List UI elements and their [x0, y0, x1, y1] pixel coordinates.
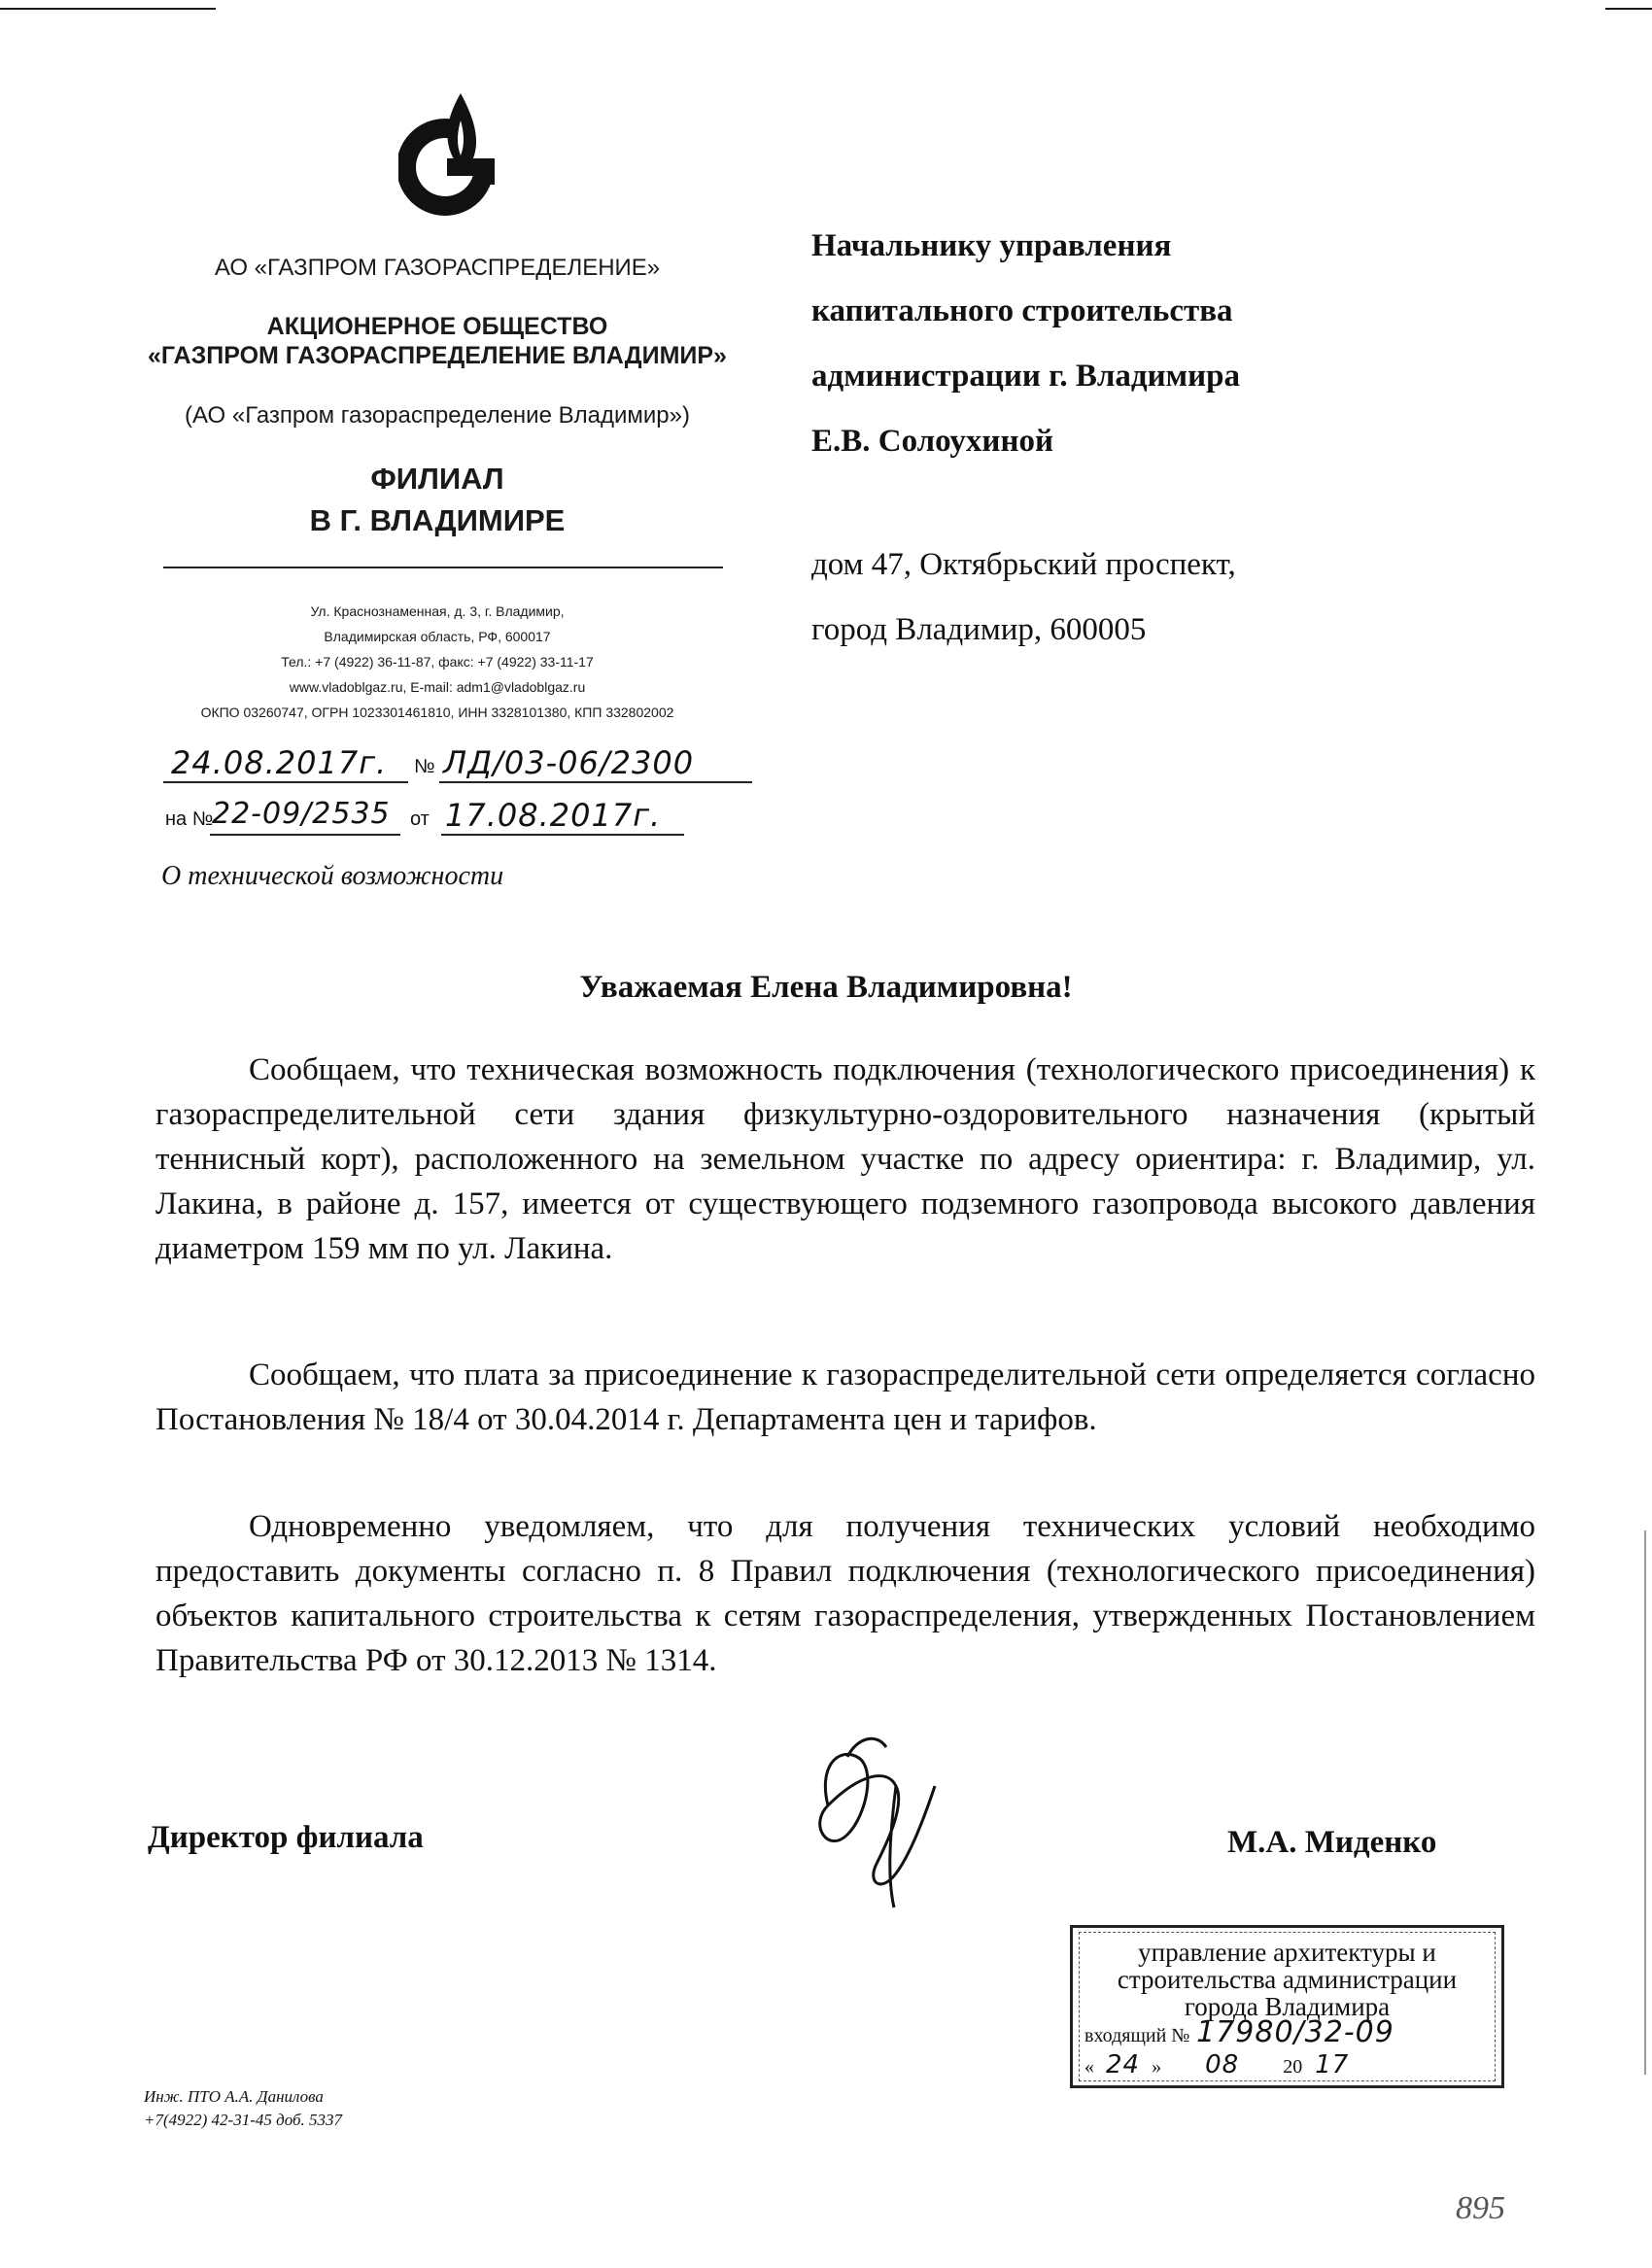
- number-label: №: [414, 756, 435, 777]
- paragraph-text: Сообщаем, что техническая возможность подключения (технологического присоединения) к газораспределительной сети здания физкультурно-оздоровительного назначения (крытый теннисный корт), расположенного на земельном участке по адресу ориентира: г. Владимир, ул. Лакина, в районе д. 157, имеется от существующего подземного газопровода высокого давления диаметром 159 мм по ул. Лакина.: [155, 1052, 1535, 1266]
- company-name-line1: АКЦИОНЕРНОЕ ОБЩЕСТВО: [266, 313, 608, 340]
- executor-phone: +7(4922) 42-31-45 доб. 5337: [144, 2111, 343, 2129]
- stamp-line3: города Владимира: [1184, 1992, 1391, 2021]
- outgoing-number: ЛД/03-06/2300: [443, 744, 695, 781]
- stamp-incoming-number: 17980/32-09: [1196, 2015, 1394, 2049]
- stamp-year-prefix: 20: [1283, 2056, 1303, 2078]
- number-underline: [439, 781, 752, 783]
- paragraph-1: [155, 1048, 1535, 1271]
- addressee-line: Начальнику управления: [811, 228, 1172, 263]
- branch-line2: В Г. ВЛАДИМИРЕ: [309, 503, 566, 537]
- stamp-day: 24: [1106, 2050, 1141, 2079]
- addressee-address: [811, 533, 1236, 663]
- requisites-line: Тел.: +7 (4922) 36-11-87, факс: +7 (4922) 33-11-17: [281, 654, 594, 670]
- stamp-year-suffix: 17: [1315, 2050, 1350, 2079]
- addressee-block: [811, 214, 1240, 474]
- letterhead-divider: [163, 567, 723, 568]
- scan-line-top-right: [1605, 8, 1652, 10]
- ref-date: 17.08.2017г.: [445, 797, 662, 834]
- stamp-incoming-row: [1084, 2015, 1490, 2052]
- paragraph-2: [155, 1353, 1535, 1442]
- handwritten-signature: [789, 1728, 964, 1912]
- requisites-line: ОКПО 03260747, ОГРН 1023301461810, ИНН 3328101380, КПП 332802002: [200, 704, 674, 720]
- requisites-line: Владимирская область, РФ, 600017: [324, 629, 551, 644]
- letter-subject: О технической возможности: [161, 861, 504, 891]
- scan-mark-right-edge: [1644, 1530, 1646, 2075]
- company-name-line2: «ГАЗПРОМ ГАЗОРАСПРЕДЕЛЕНИЕ ВЛАДИМИР»: [148, 342, 727, 369]
- gazprom-logo-icon: [398, 87, 496, 216]
- requisites-block: [136, 599, 739, 725]
- date-underline: [163, 781, 408, 783]
- branch-line1: ФИЛИАЛ: [370, 462, 504, 496]
- outgoing-registration: [163, 742, 766, 785]
- stamp-incoming-label: входящий №: [1084, 2025, 1190, 2046]
- paragraph-3: [155, 1504, 1535, 1683]
- incoming-stamp: [1070, 1925, 1504, 2088]
- requisites-line: www.vladoblgaz.ru, E-mail: adm1@vladoblgaz.ru: [289, 679, 586, 695]
- ref-number-underline: [210, 834, 400, 836]
- ref-date-underline: [441, 834, 684, 836]
- addressee-line: капитального строительства: [811, 293, 1233, 328]
- signatory-position: Директор филиала: [148, 1820, 424, 1855]
- ref-number: 22-09/2535: [212, 797, 391, 831]
- outgoing-date: 24.08.2017г.: [171, 744, 388, 781]
- paragraph-text: Сообщаем, что плата за присоединение к газораспределительной сети определяется согласно Постановления № 18/4 от 30.04.2014 г. Департамента цен и тарифов.: [155, 1357, 1535, 1437]
- addressee-line: Е.В. Солоухиной: [811, 424, 1053, 459]
- stamp-month: 08: [1205, 2050, 1240, 2079]
- parent-company: АО «ГАЗПРОМ ГАЗОРАСПРЕДЕЛЕНИЕ»: [214, 255, 661, 281]
- requisites-line: Ул. Краснознаменная, д. 3, г. Владимир,: [310, 603, 565, 619]
- addressee-line: администрации г. Владимира: [811, 359, 1240, 394]
- stamp-date-row: « 24 » 08 20 17: [1084, 2050, 1350, 2079]
- page-mark: 895: [1456, 2190, 1505, 2226]
- ref-label: на №: [165, 808, 214, 830]
- company-short-name: (АО «Газпром газораспределение Владимир»): [185, 402, 690, 429]
- stamp-line1: управление архитектуры и: [1138, 1938, 1436, 1967]
- executor-name: Инж. ПТО А.А. Данилова: [144, 2087, 324, 2106]
- paragraph-text: Одновременно уведомляем, что для получения технических условий необходимо предоставить документы согласно п. 8 Правил подключения (технологического присоединения) объектов капитального строительства к сетям газораспределения, утвержденных Постановлением Правительства РФ от 30.12.2013 № 1314.: [155, 1509, 1535, 1678]
- from-label: от: [410, 808, 430, 830]
- address-line: дом 47, Октябрьский проспект,: [811, 547, 1236, 582]
- greeting: Уважаемая Елена Владимировна!: [579, 970, 1073, 1005]
- address-line: город Владимир, 600005: [811, 612, 1147, 647]
- signatory-name: М.А. Миденко: [1227, 1825, 1437, 1860]
- stamp-line2: строительства администрации: [1117, 1965, 1458, 1994]
- scan-line-top-left: [0, 8, 216, 10]
- reference-registration: [163, 795, 766, 838]
